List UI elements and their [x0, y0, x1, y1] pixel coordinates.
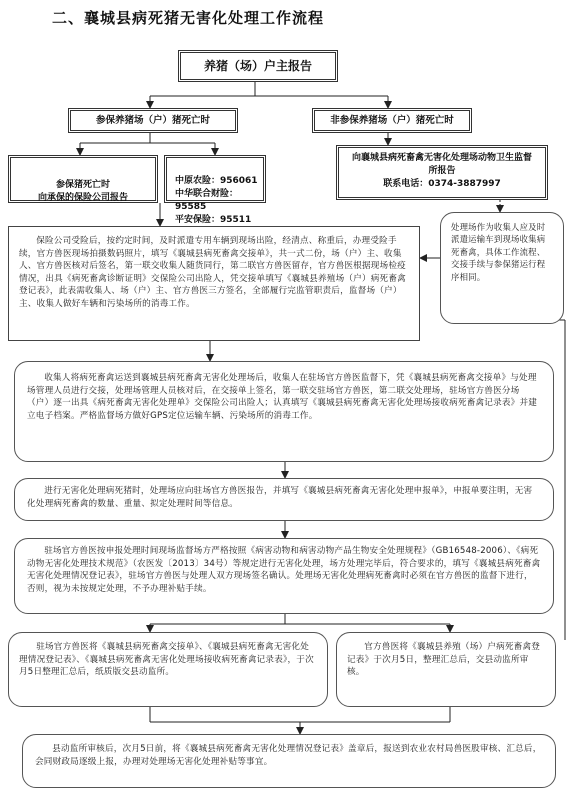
node-uninsured-note: [440, 212, 564, 324]
node-center-report: [336, 145, 548, 200]
node-uninsured-branch: [312, 108, 472, 133]
node-summary-right: [336, 632, 556, 707]
node-supervise: [14, 538, 554, 614]
node-owner-report: [178, 50, 338, 82]
insurer-survey-text: 保险公司受险后，按约定时间，及时派遣专用车辆到现场出险，经清点、称重后，办理受险手续，官方兽医现场拍摄数码照片，填写《襄城县病死畜禽交接单》，共一式二份，场（户）主、收集人、官方兽医核对后签名，第一联交收集人随货同行，第二联官方兽医留存，官方兽医根据现场检疫情况，出具《病死畜禽诊断证明》交保险公司出险人，凭交接单填写《襄城县养殖场（户）病死畜禽登记表》，此表需收集人、场（户）主、官方兽医三方签名，全部履行完监管职责后，监督场（户）主、收集人做好车辆和污染场所的消毒工作。: [19, 236, 406, 309]
summary-left-text: 驻场官方兽医将《襄城县病死畜禽交接单》、《襄城县病死畜禽无害化处理情况登记表》、《襄城县病死畜禽无害化处理场接收病死畜禽记录表》，于次月5日整理汇总后，纸质版交县动监所。: [19, 642, 314, 678]
supervise-text: 驻场官方兽医按申报处理时间现场监督场方严格按照《病害动物和病害动物产品生物安全处理规程》（GB16548-2006）、《病死动物无害化处理技术规范》（农医发〔2013〕34号）等规定进行无害化处理，场方处理完毕后，符合要求的，填写《襄城县病死畜禽无害化处理情况登记表》，驻场官方兽医与处理人双方现场签名确认。处理场无害化处理病死畜禽时必须在官方兽医的监督下进行，否则，视为未按规定处理，不予办理补贴手续。: [27, 546, 541, 594]
page-title: 二、襄城县病死猪无害化处理工作流程: [52, 9, 325, 27]
node-apply: [14, 478, 554, 521]
node-insurer-survey: [8, 226, 420, 341]
node-insured-branch: [68, 108, 238, 133]
node-owner-report-label: 养猪（场）户主报告: [203, 59, 312, 73]
summary-right-text: 官方兽医将《襄城县养殖（场）户病死畜禽登记表》于次月5日，整理汇总后，交县动监所审核。: [347, 642, 541, 678]
node-insurer-report-label: 参保猪死亡时 向承保的保险公司报告: [37, 180, 128, 203]
apply-text: 进行无害化处理病死猪时，处理场应向驻场官方兽医报告，并填写《襄城县病死畜禽无害化处理申报单》，申报单要注明，无害化处理病死畜禽的数量、重量、拟定处理时间等信息。: [27, 486, 533, 509]
node-summary-left: [8, 632, 328, 707]
uninsured-note-text: 处理场作为收集人应及时派遣运输车到现场收集病死畜禽，具体工作流程、交接手续与参保猪运行程序相同。: [451, 222, 546, 282]
node-final: [22, 734, 556, 788]
node-uninsured-branch-label: 非参保养猪场（户）猪死亡时: [330, 115, 454, 126]
node-insured-branch-label: 参保养猪场（户）猪死亡时: [95, 115, 210, 126]
transport-text: 收集人将病死畜禽运送到襄城县病死畜禽无害化处理场后，收集人在驻场官方兽医监督下，凭《襄城县病死畜禽交接单》与处理场管理人员进行交接，处理场管理人员核对后，在交接单上签名，第一联交驻场官方兽医，第二联交处理场，驻场官方兽医分场（户）逐一出具《病死畜禽无害化处理单》交保险公司出险人；认真填写《襄城县病死畜禽无害化处理场接收病死畜禽记录表》并建立电子档案。严格监督场方做好GPS定位运输车辆、污染场所的消毒工作。: [27, 373, 538, 421]
node-insurer-phones: [164, 155, 266, 225]
node-insurer-report: [8, 155, 158, 203]
center-report-phone: 联系电话：0374-3887997: [383, 179, 501, 189]
insurer-phones-label: 中原农险：956061 中华联合财险：95585 平安保险：95511: [175, 176, 258, 225]
final-text: 县动监所审核后，次月5日前，将《襄城县病死畜禽无害化处理情况登记表》盖章后，报送到农业农村局兽医股审核、汇总后，会同财政局逐级上报，办理对处理场无害化处理补贴等事宜。: [35, 744, 542, 767]
node-transport: [14, 361, 554, 462]
center-report-title: 向襄城县病死畜禽无害化处理场动物卫生监督所报告: [351, 153, 532, 176]
